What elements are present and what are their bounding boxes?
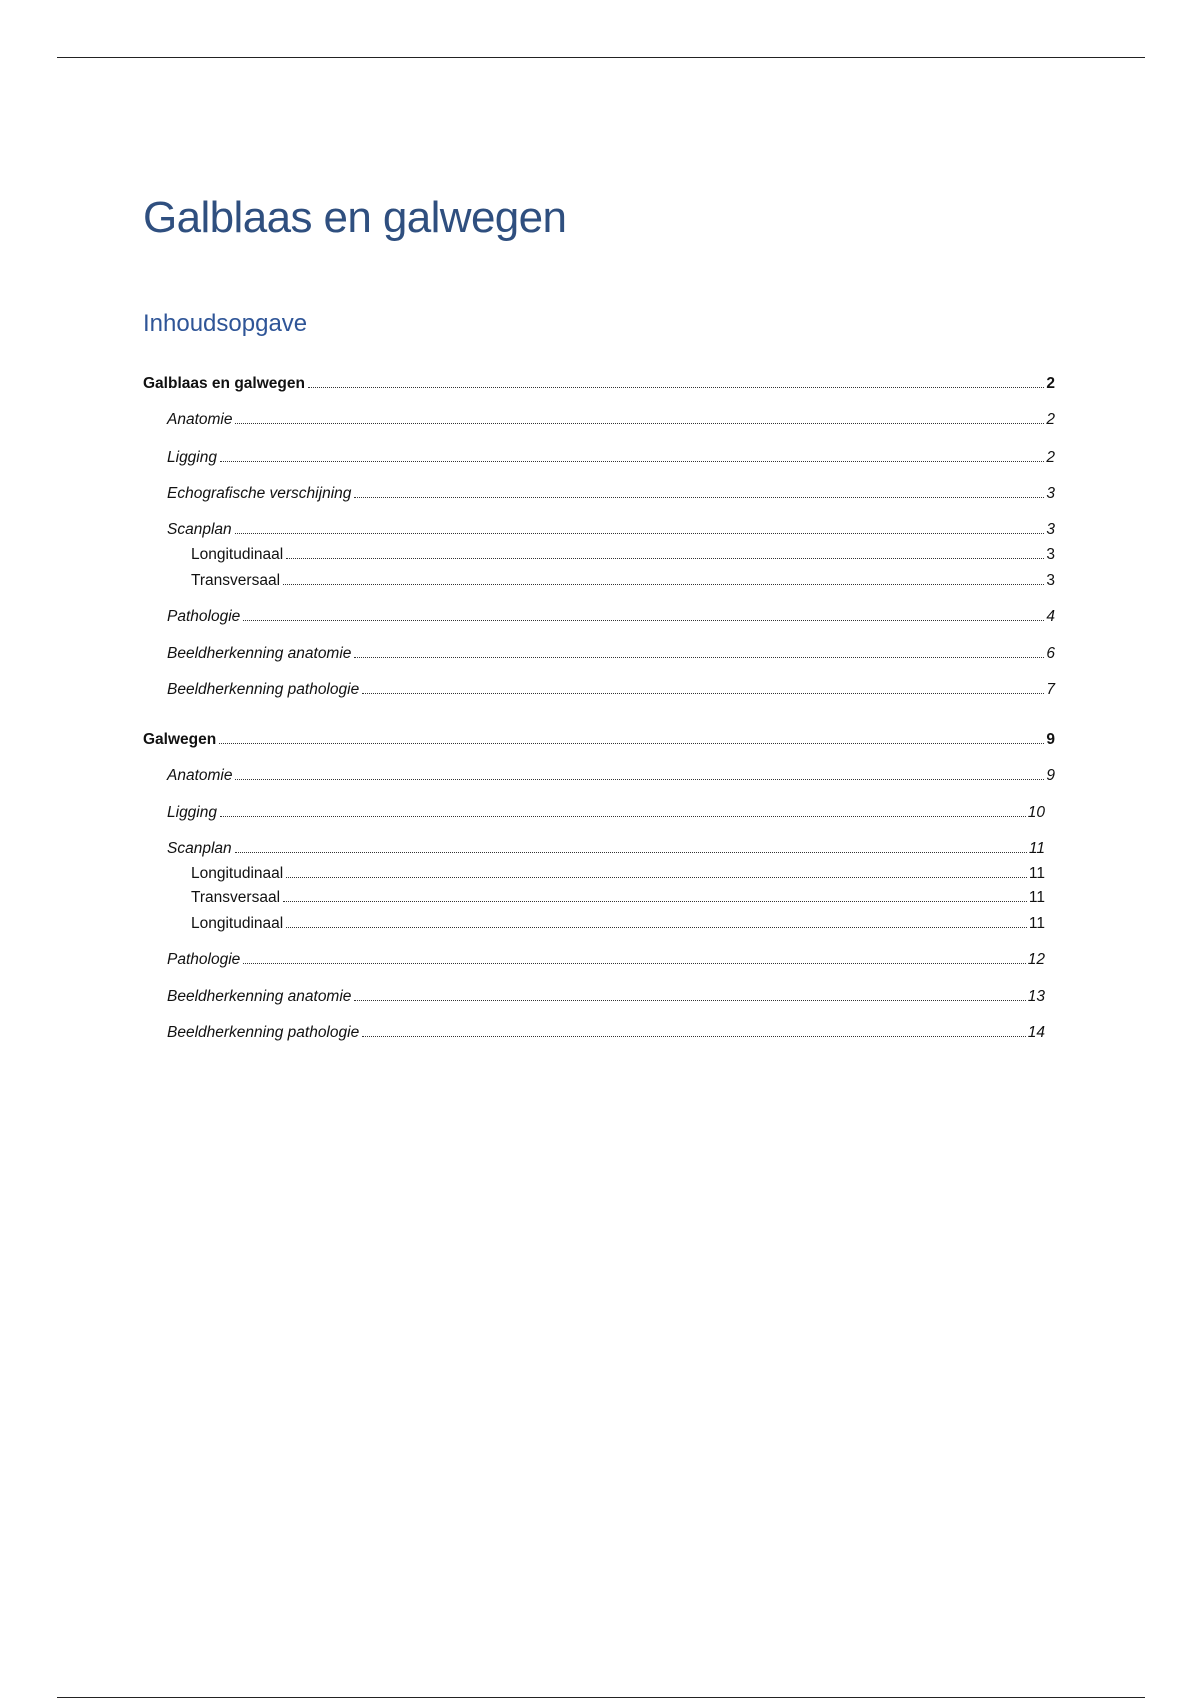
toc-entry-page: 11 bbox=[1028, 840, 1045, 857]
toc-entry-page: 10 bbox=[1027, 804, 1045, 821]
toc-entry-label: Pathologie bbox=[167, 608, 241, 625]
toc-entry-anatomie[interactable] bbox=[167, 409, 1055, 431]
toc-entry-label: Beeldherkenning pathologie bbox=[167, 681, 360, 698]
toc-dot-leader bbox=[283, 584, 1044, 585]
toc-entry-page: 2 bbox=[1046, 375, 1055, 392]
toc-entry-page: 9 bbox=[1046, 731, 1055, 748]
header-rule bbox=[57, 57, 1145, 58]
toc-entry-page: 11 bbox=[1028, 915, 1045, 932]
toc-entry-transversaal[interactable] bbox=[191, 887, 1045, 909]
toc-entry-scanplan[interactable] bbox=[167, 519, 1055, 541]
toc-entry-label: Beeldherkenning pathologie bbox=[167, 1024, 360, 1041]
toc-entry-longitudinaal[interactable] bbox=[191, 863, 1045, 885]
toc-entry-label: Longitudinaal bbox=[191, 546, 284, 563]
toc-entry-anatomie[interactable] bbox=[167, 765, 1055, 787]
toc-dot-leader bbox=[235, 779, 1044, 780]
toc-entry-label: Galblaas en galwegen bbox=[143, 375, 305, 392]
toc-entry-echografische-verschijning[interactable] bbox=[167, 483, 1055, 505]
toc-entry-label: Pathologie bbox=[167, 951, 241, 968]
toc-entry-label: Transversaal bbox=[191, 572, 281, 589]
toc-entry-page: 2 bbox=[1046, 411, 1055, 428]
toc-entry-galblaas-en-galwegen[interactable] bbox=[143, 373, 1055, 395]
toc-entry-page: 2 bbox=[1046, 449, 1055, 466]
toc-entry-transversaal[interactable] bbox=[191, 570, 1055, 592]
toc-entry-pathologie[interactable] bbox=[167, 606, 1055, 628]
toc-entry-beeldherkenning-pathologie[interactable] bbox=[167, 1022, 1045, 1044]
toc-entry-page: 14 bbox=[1027, 1024, 1045, 1041]
footer-rule bbox=[57, 1697, 1145, 1698]
toc-dot-leader bbox=[235, 533, 1045, 534]
toc-entry-label: Anatomie bbox=[167, 411, 233, 428]
toc-entry-page: 3 bbox=[1046, 521, 1055, 538]
toc-entry-scanplan[interactable] bbox=[167, 838, 1045, 860]
toc-entry-longitudinaal[interactable] bbox=[191, 913, 1045, 935]
toc-entry-page: 7 bbox=[1046, 681, 1055, 698]
toc-entry-page: 4 bbox=[1046, 608, 1055, 625]
toc-entry-galwegen[interactable] bbox=[143, 729, 1055, 751]
toc-entry-label: Scanplan bbox=[167, 840, 232, 857]
toc-entry-label: Longitudinaal bbox=[191, 865, 284, 882]
toc-entry-label: Ligging bbox=[167, 449, 217, 466]
toc-heading: Inhoudsopgave bbox=[143, 310, 308, 337]
toc-entry-longitudinaal[interactable] bbox=[191, 544, 1055, 566]
toc-dot-leader bbox=[308, 387, 1044, 388]
toc-dot-leader bbox=[220, 461, 1044, 462]
toc-entry-ligging[interactable] bbox=[167, 447, 1055, 469]
toc-dot-leader bbox=[362, 693, 1044, 694]
document-title: Galblaas en galwegen bbox=[143, 193, 567, 242]
toc-dot-leader bbox=[235, 423, 1044, 424]
toc-dot-leader bbox=[354, 1000, 1025, 1001]
toc-entry-label: Echografische verschijning bbox=[167, 485, 352, 502]
toc-entry-page: 3 bbox=[1046, 572, 1055, 589]
toc-dot-leader bbox=[354, 657, 1044, 658]
toc-entry-ligging[interactable] bbox=[167, 802, 1045, 824]
toc-dot-leader bbox=[286, 558, 1044, 559]
toc-entry-label: Galwegen bbox=[143, 731, 217, 748]
toc-entry-page: 6 bbox=[1046, 645, 1055, 662]
toc-entry-page: 11 bbox=[1028, 865, 1045, 882]
toc-entry-beeldherkenning-anatomie[interactable] bbox=[167, 986, 1045, 1008]
toc-dot-leader bbox=[354, 497, 1044, 498]
toc-dot-leader bbox=[220, 816, 1026, 817]
toc-dot-leader bbox=[235, 852, 1027, 853]
toc-entry-label: Ligging bbox=[167, 804, 217, 821]
toc-entry-label: Anatomie bbox=[167, 767, 233, 784]
toc-entry-page: 9 bbox=[1046, 767, 1055, 784]
toc-entry-pathologie[interactable] bbox=[167, 949, 1045, 971]
toc-dot-leader bbox=[243, 620, 1044, 621]
toc-dot-leader bbox=[243, 963, 1025, 964]
toc-dot-leader bbox=[286, 927, 1027, 928]
toc-entry-label: Transversaal bbox=[191, 889, 281, 906]
toc-entry-page: 12 bbox=[1027, 951, 1045, 968]
toc-dot-leader bbox=[362, 1036, 1026, 1037]
toc-entry-label: Longitudinaal bbox=[191, 915, 284, 932]
toc-dot-leader bbox=[219, 743, 1044, 744]
toc-entry-label: Scanplan bbox=[167, 521, 232, 538]
toc-entry-beeldherkenning-anatomie[interactable] bbox=[167, 643, 1055, 665]
toc-dot-leader bbox=[283, 901, 1027, 902]
toc-entry-page: 3 bbox=[1046, 546, 1055, 563]
toc-entry-label: Beeldherkenning anatomie bbox=[167, 645, 352, 662]
toc-entry-page: 11 bbox=[1028, 889, 1045, 906]
toc-dot-leader bbox=[286, 877, 1027, 878]
toc-entry-page: 13 bbox=[1027, 988, 1045, 1005]
toc-entry-label: Beeldherkenning anatomie bbox=[167, 988, 352, 1005]
toc-entry-beeldherkenning-pathologie[interactable] bbox=[167, 679, 1055, 701]
toc-entry-page: 3 bbox=[1046, 485, 1055, 502]
